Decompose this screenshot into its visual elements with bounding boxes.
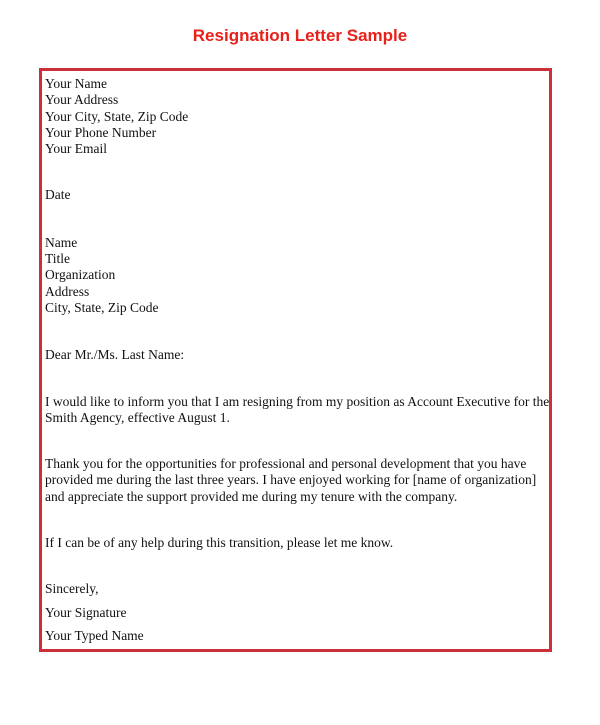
sender-address: Your Address [45, 92, 119, 108]
paragraph-resignation-notice: I would like to inform you that I am resigning from my position as Account Executive for the Smith Agency, effective August 1. [45, 393, 550, 425]
salutation: Dear Mr./Ms. Last Name: [45, 347, 185, 363]
paragraph-gratitude: Thank you for the opportunities for professional and personal development that you have provided me during the last three years. I have enjoyed working for [name of organization] and appreciate the support provided me during my tenure with the company. [45, 456, 537, 504]
sender-block [45, 76, 550, 157]
letter-date: Date [45, 187, 71, 203]
sender-city-state-zip: Your City, State, Zip Code [45, 108, 189, 124]
typed-name: Your Typed Name [45, 627, 144, 643]
sender-email: Your Email [45, 141, 108, 157]
recipient-organization: Organization [45, 267, 116, 283]
signature: Your Signature [45, 604, 127, 620]
paragraph-transition-offer: If I can be of any help during this transition, please let me know. [45, 535, 394, 551]
recipient-city-state-zip: City, State, Zip Code [45, 299, 159, 315]
recipient-block [45, 235, 550, 316]
recipient-address: Address [45, 283, 90, 299]
recipient-title: Title [45, 251, 71, 267]
closing: Sincerely, [45, 581, 99, 597]
recipient-name: Name [45, 234, 78, 250]
page-title: Resignation Letter Sample [192, 26, 408, 45]
sender-phone: Your Phone Number [45, 124, 157, 140]
letter-body [45, 76, 550, 644]
sender-name: Your Name [45, 76, 108, 91]
